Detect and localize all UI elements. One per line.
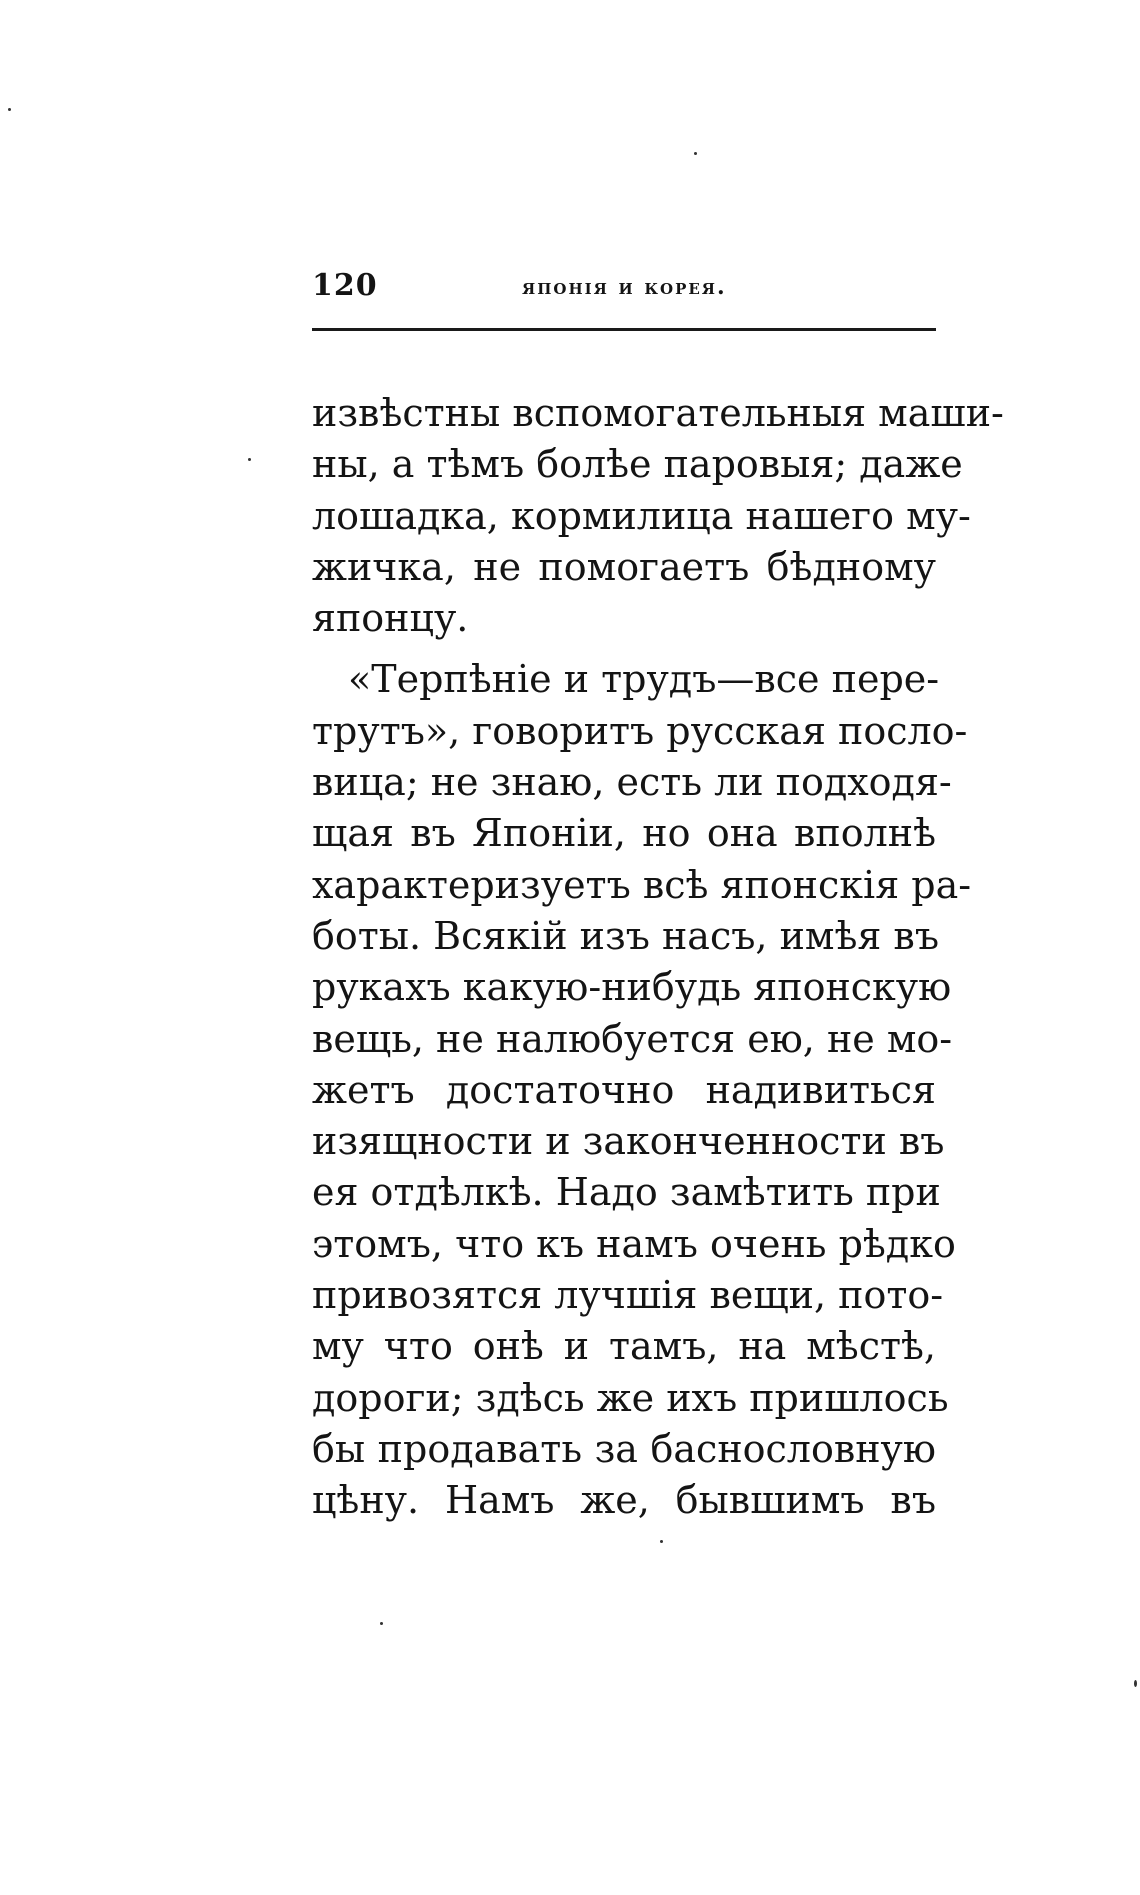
- text-line: бы продавать за баснословную: [312, 1426, 936, 1471]
- header-rule: [312, 328, 936, 331]
- text-line: дороги; здѣсь же ихъ пришлось: [312, 1375, 949, 1420]
- text-line: трутъ», говоритъ русская посло-: [312, 708, 968, 753]
- body-text: [312, 388, 1004, 1527]
- text-line: этомъ, что къ намъ очень рѣдко: [312, 1221, 956, 1266]
- page-header: [312, 268, 936, 308]
- scan-speck: [380, 1622, 383, 1625]
- text-line: «Терпѣніе и трудъ—все пере-: [348, 657, 940, 702]
- text-line: щая въ Японіи, но она вполнѣ: [312, 811, 936, 856]
- paragraph-gap: [312, 644, 936, 654]
- scan-speck: [8, 108, 11, 111]
- text-line: му что онѣ и тамъ, на мѣстѣ,: [312, 1324, 936, 1369]
- text-line: рукахъ какую-нибудь японскую: [312, 965, 952, 1010]
- running-head: японія и корея.: [522, 274, 727, 300]
- text-line: ея отдѣлкѣ. Надо замѣтить при: [312, 1170, 941, 1215]
- text-line: характеризуетъ всѣ японскія ра-: [312, 862, 972, 907]
- text-line: японцу.: [312, 596, 469, 641]
- text-line: вица; не знаю, есть ли подходя-: [312, 760, 952, 805]
- text-line: привозятся лучшія вещи, пото-: [312, 1273, 944, 1318]
- text-line: цѣну. Намъ же, бывшимъ въ: [312, 1478, 936, 1523]
- text-line: жичка, не помогаетъ бѣдному: [312, 544, 936, 589]
- text-line: лошадка, кормилица нашего му-: [312, 493, 971, 538]
- scan-speck: [694, 152, 697, 155]
- text-line: извѣстны вспомогательныя маши-: [312, 391, 1004, 435]
- scan-speck: [1134, 1680, 1137, 1687]
- text-line: изящности и законченности въ: [312, 1119, 945, 1164]
- scan-speck: [660, 1540, 663, 1543]
- text-line: жетъ достаточно надивиться: [312, 1067, 936, 1112]
- text-line: ны, а тѣмъ болѣе паровыя; даже: [312, 442, 963, 487]
- scan-speck: [248, 458, 251, 461]
- page-number: 120: [312, 268, 378, 303]
- text-line: вещь, не налюбуется ею, не мо-: [312, 1016, 953, 1061]
- text-line: боты. Всякій изъ насъ, имѣя въ: [312, 913, 939, 958]
